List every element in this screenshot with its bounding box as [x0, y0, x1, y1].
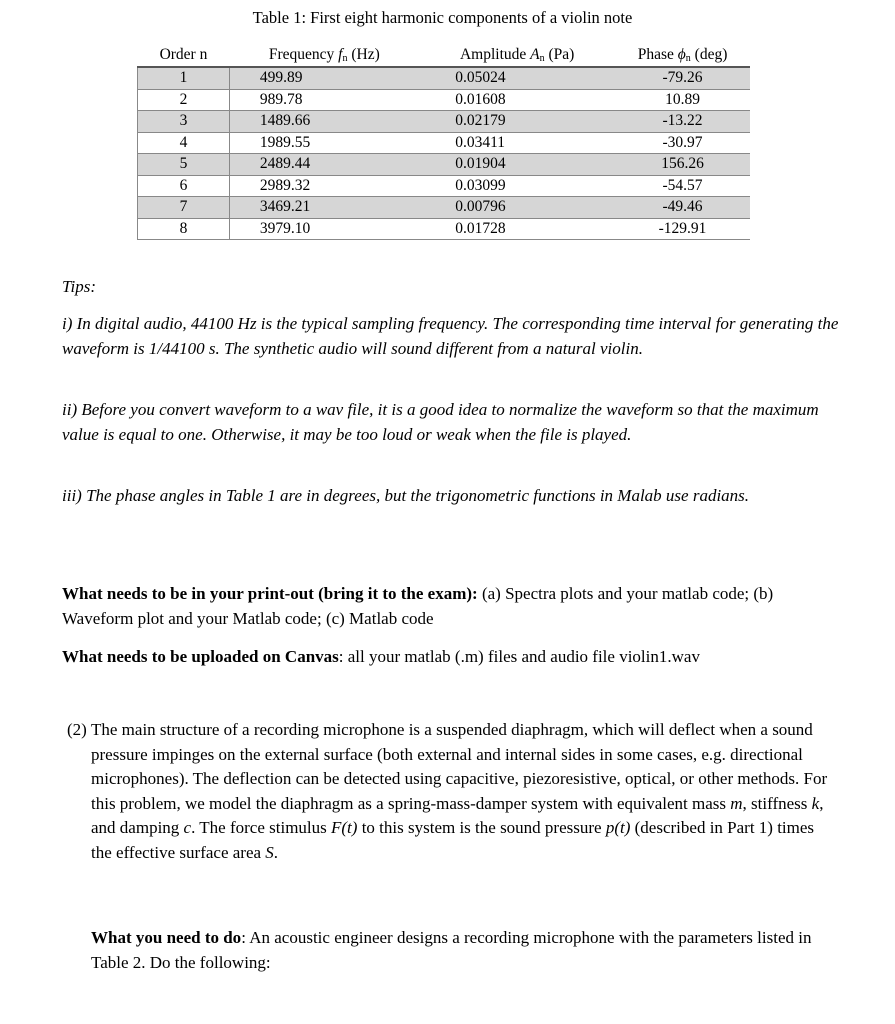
symbol-area: S: [265, 842, 274, 862]
header-amplitude-pre: Amplitude: [459, 46, 531, 63]
problem-2-statement: [67, 718, 831, 865]
cell-order: 4: [138, 132, 230, 154]
problem-text-4: . The force stimulus: [191, 818, 332, 837]
cell-phase: -13.22: [615, 111, 750, 133]
problem-text-2: , stiffness: [742, 793, 812, 813]
cell-amplitude: 0.00796: [419, 197, 615, 219]
header-frequency-sub: n: [342, 53, 348, 64]
cell-frequency: 3979.10: [229, 218, 419, 240]
printout-label: What needs to be in your print-out (bring it to the exam):: [62, 584, 478, 603]
problem-text-7: .: [273, 842, 279, 862]
table-row: [138, 197, 751, 219]
cell-frequency: 989.78: [229, 89, 419, 111]
cell-order: 3: [138, 111, 230, 133]
problem-text-5: to this system is the sound pressure: [357, 818, 606, 837]
table-row: [138, 67, 751, 89]
cell-amplitude: 0.03099: [419, 175, 615, 197]
header-phase-unit: (deg): [690, 46, 728, 63]
header-amplitude-unit: (Pa): [544, 46, 575, 63]
tips-heading: Tips:: [62, 277, 97, 296]
header-phase-symbol: ϕ: [677, 46, 686, 63]
tip-3: iii) The phase angles in Table 1 are in degrees, but the trigonometric functions in Malab use radians.: [62, 486, 750, 505]
cell-order: 1: [138, 67, 230, 89]
table-row: [138, 132, 751, 154]
table-header-row: [138, 44, 751, 67]
harmonics-table: [137, 44, 750, 240]
todo-statement: [91, 926, 831, 975]
cell-amplitude: 0.01904: [419, 154, 615, 176]
table-row: [138, 218, 751, 240]
tip-1: i) In digital audio, 44100 Hz is the typical sampling frequency. The corresponding time interval for generating the waveform is 1/44100 s. The synthetic audio will sound different from a natural violin.: [62, 314, 839, 358]
cell-amplitude: 0.01608: [419, 89, 615, 111]
upload-label: What needs to be uploaded on Canvas: [62, 647, 339, 666]
cell-phase: 156.26: [615, 154, 750, 176]
header-phase-sub: n: [685, 53, 691, 64]
upload-requirements: [62, 645, 832, 670]
cell-phase: -30.97: [615, 132, 750, 154]
cell-order: 2: [138, 89, 230, 111]
cell-phase: -49.46: [615, 197, 750, 219]
printout-requirements: [62, 582, 832, 631]
todo-text: : An acoustic engineer designs a recording microphone with the parameters listed in Table 2. Do the following:: [91, 928, 812, 972]
cell-frequency: 2489.44: [229, 154, 419, 176]
cell-frequency: 499.89: [229, 67, 419, 89]
tip-2: ii) Before you convert waveform to a wav file, it is a good idea to normalize the waveform so that the maximum value is equal to one. Otherwise, it may be too loud or weak when the file is played.: [62, 400, 819, 444]
cell-amplitude: 0.02179: [419, 111, 615, 133]
problem-number: (2): [67, 720, 87, 739]
symbol-force: F(t): [331, 818, 358, 837]
symbol-stiffness: k: [811, 793, 820, 813]
cell-phase: 10.89: [615, 89, 750, 111]
table-row: [138, 111, 751, 133]
symbol-pressure: p(t): [605, 818, 631, 837]
header-amplitude: [419, 44, 615, 67]
header-order: Order n: [138, 44, 230, 67]
header-frequency: [229, 44, 419, 67]
header-phase-pre: Phase: [637, 46, 678, 63]
cell-order: 8: [138, 218, 230, 240]
table-caption: Table 1: First eight harmonic components of a violin note: [252, 8, 633, 27]
header-frequency-unit: (Hz): [347, 46, 380, 63]
symbol-mass: m: [730, 793, 743, 813]
upload-text: : all your matlab (.m) files and audio file violin1.wav: [338, 647, 700, 666]
cell-amplitude: 0.03411: [419, 132, 615, 154]
cell-frequency: 1989.55: [229, 132, 419, 154]
cell-frequency: 2989.32: [229, 175, 419, 197]
cell-order: 7: [138, 197, 230, 219]
cell-phase: -129.91: [615, 218, 750, 240]
cell-frequency: 1489.66: [229, 111, 419, 133]
table-row: [138, 154, 751, 176]
cell-amplitude: 0.01728: [419, 218, 615, 240]
problem-text-6: (described in Part 1) times the effective surface area: [91, 818, 815, 862]
header-amplitude-sub: n: [539, 53, 545, 64]
table-row: [138, 89, 751, 111]
header-frequency-symbol: f: [338, 46, 343, 63]
cell-phase: -79.26: [615, 67, 750, 89]
header-frequency-pre: Frequency: [268, 46, 339, 63]
todo-label: What you need to do: [91, 928, 242, 947]
problem-text-3: , and damping: [91, 793, 824, 837]
cell-frequency: 3469.21: [229, 197, 419, 219]
cell-amplitude: 0.05024: [419, 67, 615, 89]
header-phase: [615, 44, 750, 67]
header-amplitude-symbol: A: [530, 46, 540, 63]
symbol-damping: c: [183, 818, 192, 837]
cell-order: 6: [138, 175, 230, 197]
cell-order: 5: [138, 154, 230, 176]
cell-phase: -54.57: [615, 175, 750, 197]
problem-text-1: The main structure of a recording microphone is a suspended diaphragm, which will deflect when a sound pressure impinges on the external surface (both external and internal sides in some cases, e.g. directional microphones). The deflection can be detected using capacitive, piezoresistive, optical, or other methods. For this problem, we model the diaphragm as a spring-mass-damper system with equivalent mass: [91, 720, 828, 813]
printout-text: (a) Spectra plots and your matlab code; (b) Waveform plot and your Matlab code; (c) Matlab code: [62, 584, 774, 628]
table-row: [138, 175, 751, 197]
